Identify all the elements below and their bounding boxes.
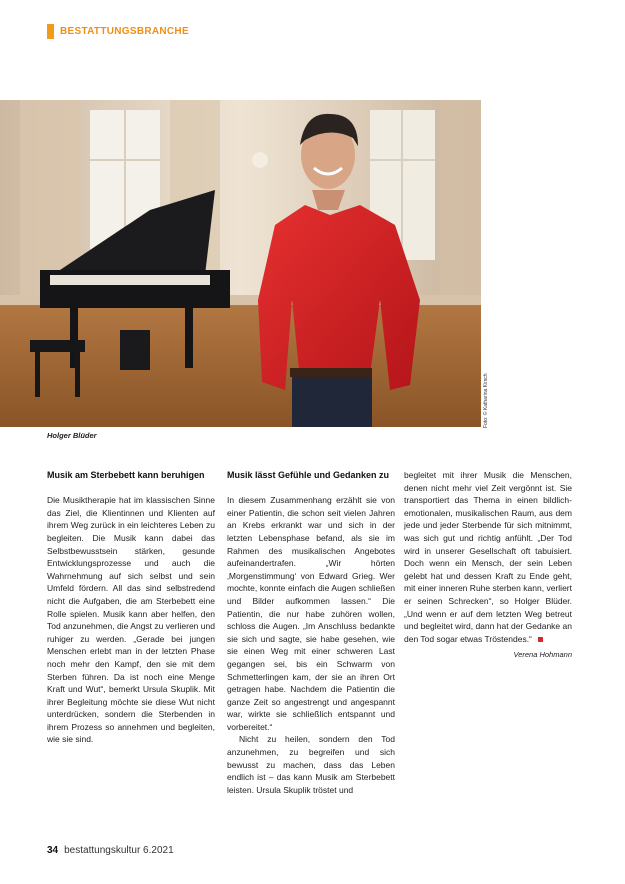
section-header bbox=[47, 23, 189, 39]
article-column-1 bbox=[47, 469, 215, 746]
section-heading: Musik lässt Gefühle und Gedanken zu bbox=[227, 470, 390, 480]
end-of-article-marker bbox=[538, 637, 543, 642]
article-column-2 bbox=[227, 469, 395, 796]
body-paragraph: begleitet mit ihrer Musik die Menschen, denen nicht mehr viel Zeit vergönnt ist. Sie transportiert das Thema in einen bildlich-emotionalen, musikalischen Raum, aus dem jede und jeder Sterbende für sich mitnimmt, was sich gut und richtig anfühlt. „Der Tod wird in unserer Gesellschaft oft tabuisiert. Doch wenn ein Mensch, der sein Leben gelebt hat und dessen Kraft zu Ende geht, mit einer inneren Ruhe sterben kann, verliert er seinen Schrecken“, so Holger Blüder. „Und wenn er auf dem letzten Weg betreut und begleitet wird, dann hat der Gedanke an den Tod sogar etwas Tröstendes.“ bbox=[404, 470, 572, 644]
body-paragraph: In diesem Zusammenhang erzählt sie von einer Patientin, die schon seit vielen Jahren an Krebs erkrankt war und sich in der letzten Lebensphase befand, als sie im Rahmen des musikalischen Angebotes aufeinandertrafen. „Wir hörten ‚Morgenstimmung‘ von Edward Grieg. Wer mochte, konnte einfach die Augen schließen und Bilder aufkommen lassen.“ Die Patientin, die nur habe zuhören wollen, schloss die Augen. „Im Anschluss bedankte sie sich und sagte, sie habe gesehen, wie sie einen Weg mit einer schweren Last gegangen sei, bis ein Schwarm von Schmetterlingen kam, der sie an ihren Ort getragen habe. Nachdem die Patientin die ganze Zeit so angestrengt und angespannt war, wirkte sie schließlich entspannt und vorbereitet.“ bbox=[227, 495, 395, 732]
section-accent-bar bbox=[47, 24, 54, 39]
photo-credit: Foto: © Katharina Kirsch bbox=[483, 373, 489, 428]
author-signoff: Verena Hohmann bbox=[513, 650, 572, 660]
page-number: 34 bbox=[47, 845, 59, 856]
section-heading: Musik am Sterbebett kann beruhigen bbox=[47, 470, 205, 480]
body-paragraph: Nicht zu heilen, sondern den Tod anzunehmen, zu begreifen und sich bewusst zu machen, dass das Leben endlich ist – das kann Musik am Sterbebett leisten. Ursula Skuplik tröstet und bbox=[227, 734, 395, 795]
article-column-3 bbox=[404, 469, 572, 662]
publication-name: bestattungskultur 6.2021 bbox=[64, 845, 174, 856]
photo-caption: Holger Blüder bbox=[47, 431, 97, 440]
portrait-photo bbox=[0, 100, 481, 427]
body-paragraph: Die Musiktherapie hat im klassischen Sinne das Ziel, die Klientinnen und Klienten auf ihrem Weg zurück in ein leichteres Leben zu begleiten. Die Musik kann dabei das Selbstbewusstsein stärken, gesunde Entwicklungsprozesse und auch die Wahrnehmung auf sich selbst und sein Umfeld fördern. All das sind selbstredend nicht die Aufgaben, die am Sterbebett eine Rolle spielen. Musik kann aber helfen, den Tod anzunehmen, die Angst zu verlieren und ruhiger zu werden. „Gerade bei jungen Menschen erlebt man in der letzten Phase noch mehr den Kampf, den sie mit dem Sterben führen. Da ist noch eine Menge Kraft und Wut“, bemerkt Ursula Skuplik. Mit ihrer Begleitung möchte sie diese Wut nicht unterdrücken, sondern die Sterbenden in ihrem Prozess so annehmen und begleiten, wie sie sind. bbox=[47, 495, 215, 745]
section-label: BESTATTUNGSBRANCHE bbox=[60, 25, 189, 37]
page-footer bbox=[47, 845, 174, 856]
